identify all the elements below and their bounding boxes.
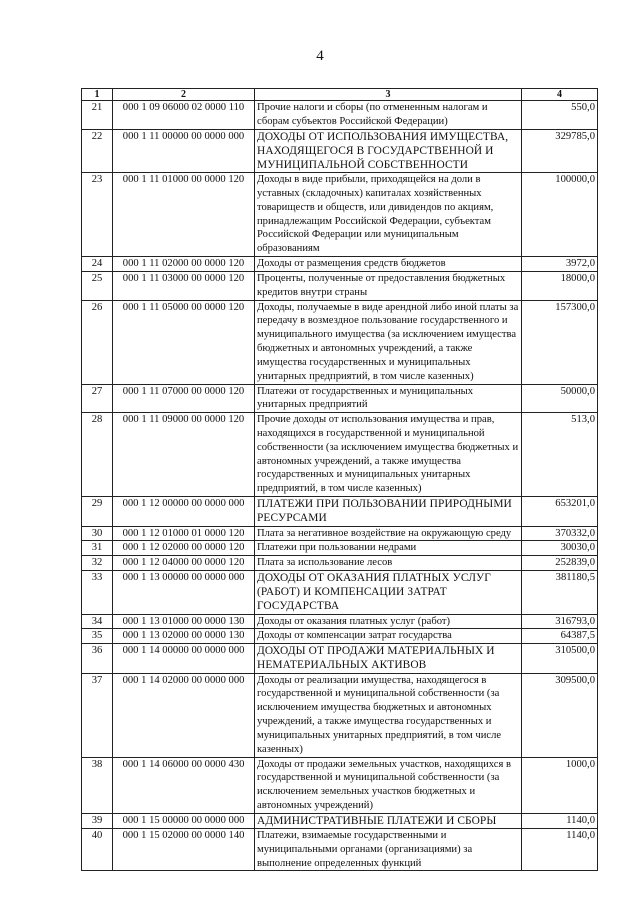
revenue-name: Доходы в виде прибыли, приходящейся на доли в уставных (складочных) капиталах хозяйственных товариществ и обществ, или дивидендов по акциям, принадлежащим Российской Федерации, субъектам Российской Федерации или муниципальным образованиям — [255, 173, 522, 257]
amount: 252839,0 — [522, 556, 598, 571]
amount: 370332,0 — [522, 526, 598, 541]
revenue-name: Плата за использование лесов — [255, 556, 522, 571]
classification-code: 000 1 12 04000 00 0000 120 — [113, 556, 255, 571]
amount: 1140,0 — [522, 813, 598, 828]
classification-code: 000 1 14 00000 00 0000 000 — [113, 644, 255, 673]
revenue-name: ДОХОДЫ ОТ ПРОДАЖИ МАТЕРИАЛЬНЫХ И НЕМАТЕРИАЛЬНЫХ АКТИВОВ — [255, 644, 522, 673]
classification-code: 000 1 11 00000 00 0000 000 — [113, 129, 255, 173]
table-row — [82, 173, 598, 257]
amount: 50000,0 — [522, 384, 598, 413]
amount: 381180,5 — [522, 570, 598, 614]
revenue-name: Проценты, полученные от предоставления бюджетных кредитов внутри страны — [255, 272, 522, 301]
revenue-name: Прочие доходы от использования имущества и прав, находящихся в государственной и муниципальной собственности (за исключением имущества бюджетных и автономных учреждений, а также имущества государственных и муниципальных унитарных предприятий, в том числе казенных) — [255, 413, 522, 497]
classification-code: 000 1 12 02000 00 0000 120 — [113, 541, 255, 556]
classification-code: 000 1 11 05000 00 0000 120 — [113, 300, 255, 384]
revenue-name: ДОХОДЫ ОТ ОКАЗАНИЯ ПЛАТНЫХ УСЛУГ (РАБОТ) И КОМПЕНСАЦИИ ЗАТРАТ ГОСУДАРСТВА — [255, 570, 522, 614]
classification-code: 000 1 15 00000 00 0000 000 — [113, 813, 255, 828]
amount: 513,0 — [522, 413, 598, 497]
table-row — [82, 644, 598, 673]
amount: 157300,0 — [522, 300, 598, 384]
classification-code: 000 1 09 06000 02 0000 110 — [113, 101, 255, 130]
header-col-3: 3 — [255, 89, 522, 101]
classification-code: 000 1 15 02000 00 0000 140 — [113, 828, 255, 870]
table-row — [82, 541, 598, 556]
table-row — [82, 828, 598, 870]
classification-code: 000 1 14 02000 00 0000 000 — [113, 673, 255, 757]
classification-code: 000 1 11 03000 00 0000 120 — [113, 272, 255, 301]
classification-code: 000 1 13 02000 00 0000 130 — [113, 629, 255, 644]
classification-code: 000 1 11 01000 00 0000 120 — [113, 173, 255, 257]
classification-code: 000 1 14 06000 00 0000 430 — [113, 757, 255, 813]
header-col-4: 4 — [522, 89, 598, 101]
revenue-name: ПЛАТЕЖИ ПРИ ПОЛЬЗОВАНИИ ПРИРОДНЫМИ РЕСУРСАМИ — [255, 497, 522, 526]
revenue-name: Доходы от реализации имущества, находящегося в государственной и муниципальной собственности (за исключением имущества бюджетных и автономных учреждений, а также имущества государственных и муниципальных унитарных предприятий, в том числе казенных) — [255, 673, 522, 757]
amount: 1140,0 — [522, 828, 598, 870]
revenue-name: ДОХОДЫ ОТ ИСПОЛЬЗОВАНИЯ ИМУЩЕСТВА, НАХОДЯЩЕГОСЯ В ГОСУДАРСТВЕННОЙ И МУНИЦИПАЛЬНОЙ СОБСТВЕННОСТИ — [255, 129, 522, 173]
revenue-table — [81, 88, 598, 871]
revenue-name: Доходы от компенсации затрат государства — [255, 629, 522, 644]
table-row — [82, 526, 598, 541]
row-number: 32 — [82, 556, 113, 571]
amount: 3972,0 — [522, 257, 598, 272]
table-row — [82, 413, 598, 497]
classification-code: 000 1 12 00000 00 0000 000 — [113, 497, 255, 526]
row-number: 38 — [82, 757, 113, 813]
table-row — [82, 300, 598, 384]
classification-code: 000 1 11 02000 00 0000 120 — [113, 257, 255, 272]
row-number: 34 — [82, 614, 113, 629]
classification-code: 000 1 11 07000 00 0000 120 — [113, 384, 255, 413]
table-row — [82, 556, 598, 571]
table-row — [82, 813, 598, 828]
revenue-name: Доходы от оказания платных услуг (работ) — [255, 614, 522, 629]
amount: 653201,0 — [522, 497, 598, 526]
table-row — [82, 272, 598, 301]
amount: 100000,0 — [522, 173, 598, 257]
table-body — [82, 101, 598, 871]
table-row — [82, 384, 598, 413]
table-row — [82, 629, 598, 644]
row-number: 24 — [82, 257, 113, 272]
amount: 329785,0 — [522, 129, 598, 173]
row-number: 21 — [82, 101, 113, 130]
row-number: 36 — [82, 644, 113, 673]
amount: 18000,0 — [522, 272, 598, 301]
amount: 30030,0 — [522, 541, 598, 556]
classification-code: 000 1 12 01000 01 0000 120 — [113, 526, 255, 541]
classification-code: 000 1 11 09000 00 0000 120 — [113, 413, 255, 497]
row-number: 37 — [82, 673, 113, 757]
classification-code: 000 1 13 00000 00 0000 000 — [113, 570, 255, 614]
row-number: 22 — [82, 129, 113, 173]
revenue-name: Доходы от продажи земельных участков, находящихся в государственной и муниципальной собственности (за исключением земельных участков бюджетных и автономных учреждений) — [255, 757, 522, 813]
table-row — [82, 570, 598, 614]
table-row — [82, 497, 598, 526]
classification-code: 000 1 13 01000 00 0000 130 — [113, 614, 255, 629]
row-number: 30 — [82, 526, 113, 541]
table-header-row — [82, 89, 598, 101]
table-row — [82, 257, 598, 272]
amount: 550,0 — [522, 101, 598, 130]
revenue-name: Платежи от государственных и муниципальных унитарных предприятий — [255, 384, 522, 413]
row-number: 35 — [82, 629, 113, 644]
row-number: 25 — [82, 272, 113, 301]
row-number: 27 — [82, 384, 113, 413]
row-number: 31 — [82, 541, 113, 556]
row-number: 39 — [82, 813, 113, 828]
amount: 316793,0 — [522, 614, 598, 629]
amount: 310500,0 — [522, 644, 598, 673]
amount: 64387,5 — [522, 629, 598, 644]
row-number: 26 — [82, 300, 113, 384]
revenue-name: Платежи при пользовании недрами — [255, 541, 522, 556]
header-col-1: 1 — [82, 89, 113, 101]
revenue-name: Платежи, взимаемые государственными и муниципальными органами (организациями) за выполнение определенных функций — [255, 828, 522, 870]
table-row — [82, 673, 598, 757]
revenue-name: АДМИНИСТРАТИВНЫЕ ПЛАТЕЖИ И СБОРЫ — [255, 813, 522, 828]
amount: 1000,0 — [522, 757, 598, 813]
revenue-name: Плата за негативное воздействие на окружающую среду — [255, 526, 522, 541]
table-row — [82, 101, 598, 130]
row-number: 23 — [82, 173, 113, 257]
row-number: 33 — [82, 570, 113, 614]
row-number: 40 — [82, 828, 113, 870]
table-row — [82, 614, 598, 629]
table-row — [82, 757, 598, 813]
amount: 309500,0 — [522, 673, 598, 757]
revenue-name: Прочие налоги и сборы (по отмененным налогам и сборам субъектов Российской Федерации) — [255, 101, 522, 130]
header-col-2: 2 — [113, 89, 255, 101]
revenue-name: Доходы от размещения средств бюджетов — [255, 257, 522, 272]
row-number: 28 — [82, 413, 113, 497]
table-row — [82, 129, 598, 173]
revenue-name: Доходы, получаемые в виде арендной либо иной платы за передачу в возмездное пользование государственного и муниципального имущества (за исключением имущества бюджетных и автономных учреждений, а также имущества государственных и муниципальных унитарных предприятий, в том числе казенных) — [255, 300, 522, 384]
row-number: 29 — [82, 497, 113, 526]
page-number: 4 — [316, 48, 324, 64]
